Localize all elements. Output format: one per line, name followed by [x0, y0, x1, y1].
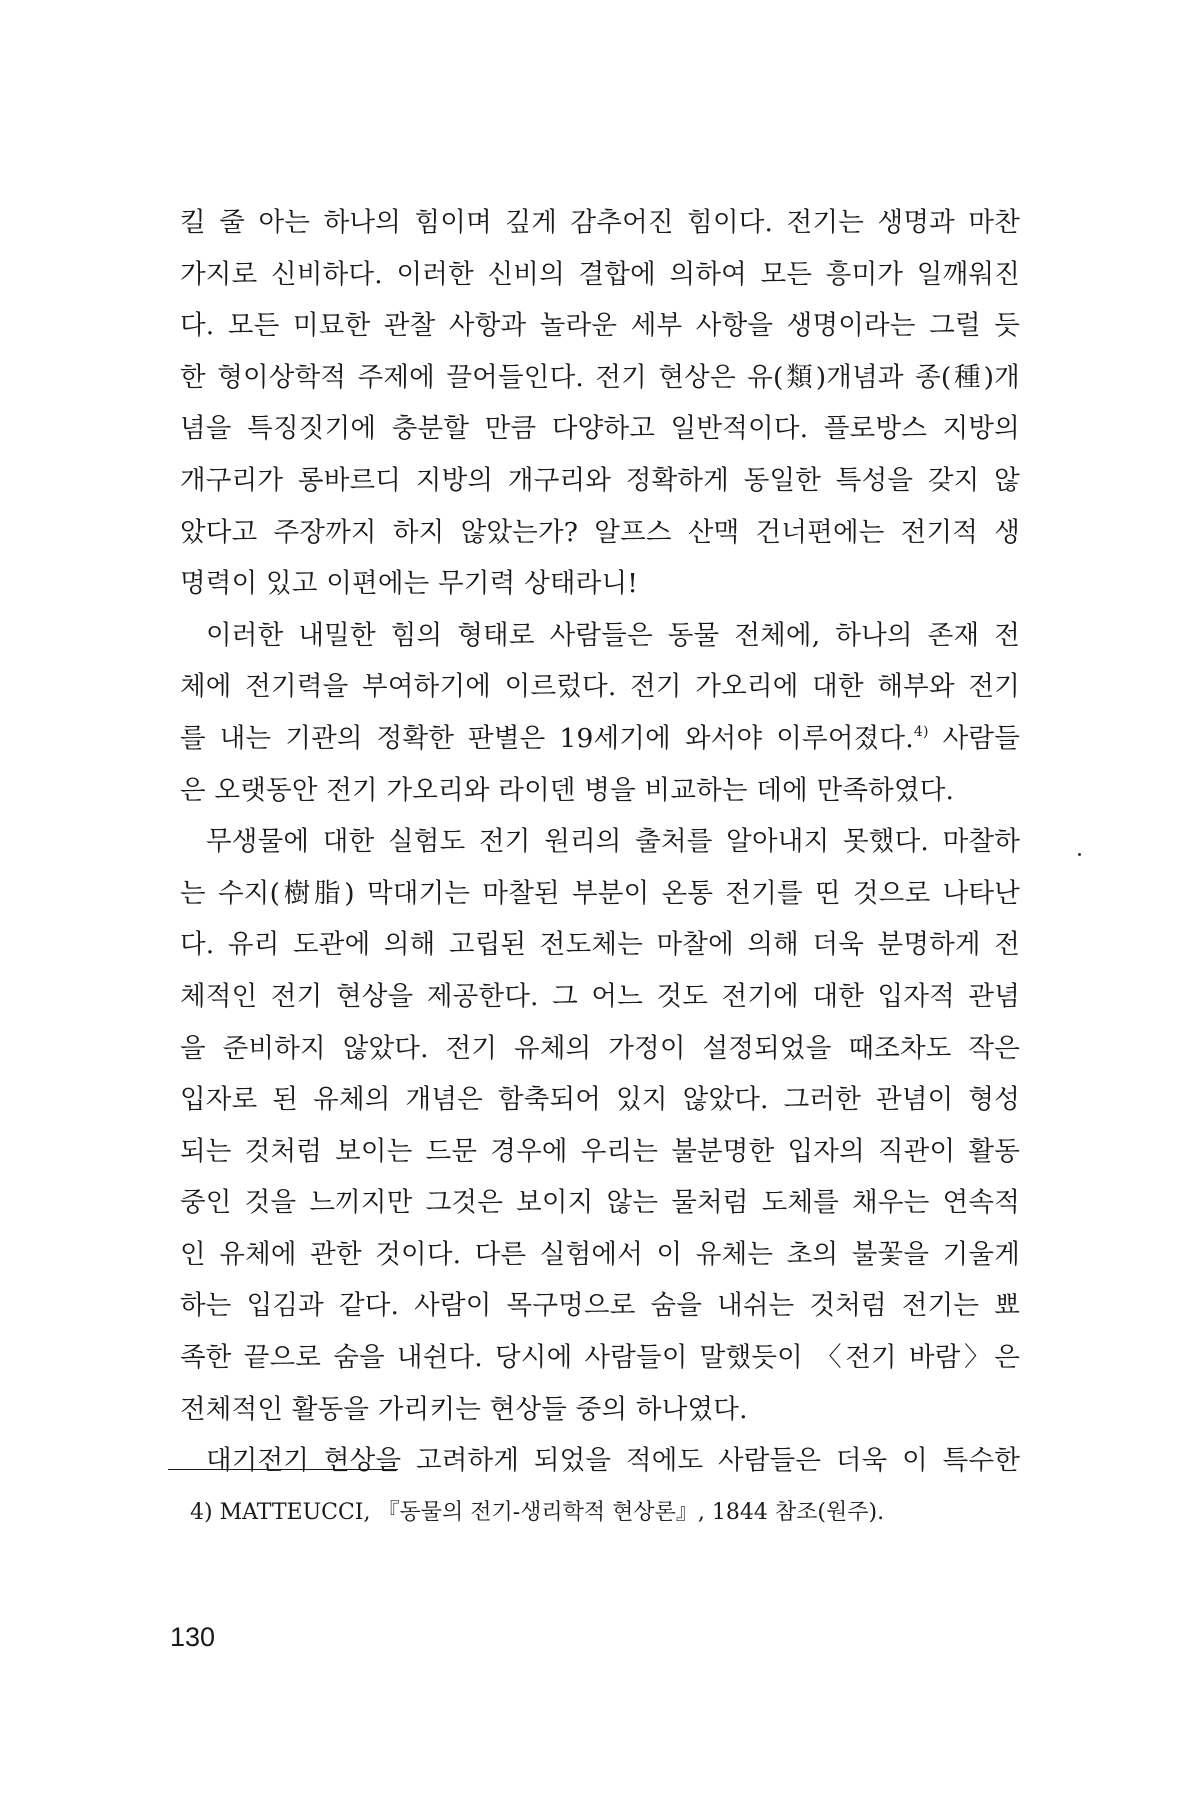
- body-line-11: [180, 713, 1020, 765]
- body-line-7: 았다고 주장까지 하지 않았는가? 알프스 산맥 건너편에는 전기적 생: [180, 516, 1020, 548]
- body-line-6: 개구리가 롱바르디 지방의 개구리와 정확하게 동일한 특성을 갖지 않: [180, 464, 1020, 496]
- body-line-14: 는 수지(樹脂) 막대기는 마찰된 부분이 온통 전기를 띤 것으로 나타난: [180, 877, 1020, 909]
- body-line-12: 은 오랫동안 전기 가오리와 라이덴 병을 비교하는 데에 만족하였다.: [180, 774, 955, 806]
- body-line-20: 중인 것을 느끼지만 그것은 보이지 않는 물처럼 도체를 채우는 연속적: [180, 1187, 1020, 1219]
- footnote-reference: 4): [913, 723, 929, 740]
- body-line-3: 다. 모든 미묘한 관찰 사항과 놀라운 세부 사항을 생명이라는 그럴 듯: [180, 310, 1020, 342]
- body-text: [180, 197, 1020, 1487]
- body-line-16: 체적인 전기 현상을 제공한다. 그 어느 것도 전기에 대한 입자적 관념: [180, 980, 1020, 1012]
- body-line-1: 킬 줄 아는 하나의 힘이며 깊게 감추어진 힘이다. 전기는 생명과 마찬: [180, 207, 1020, 238]
- body-line-18: 입자로 된 유체의 개념은 함축되어 있지 않았다. 그러한 관념이 형성: [180, 1084, 1020, 1116]
- body-line-19: 되는 것처럼 보이는 드문 경우에 우리는 불분명한 입자의 직관이 활동: [180, 1135, 1020, 1167]
- body-line-4: 한 형이상학적 주제에 끌어들인다. 전기 현상은 유(類)개념과 종(種)개: [180, 361, 1020, 393]
- body-line-24: 전체적인 활동을 가리키는 현상들 중의 하나였다.: [180, 1393, 748, 1425]
- body-line-10: 체에 전기력을 부여하기에 이르렀다. 전기 가오리에 대한 해부와 전기: [180, 671, 1020, 703]
- body-line-25: 대기전기 현상을 고려하게 되었을 적에도 사람들은 더욱 이 특수한: [206, 1445, 1020, 1477]
- body-line-15: 다. 유리 도관에 의해 고립된 전도체는 마찰에 의해 더욱 분명하게 전: [180, 929, 1020, 961]
- body-line-13: 무생물에 대한 실험도 전기 원리의 출처를 알아내지 못했다. 마찰하: [206, 826, 1020, 858]
- body-line-23: 족한 끝으로 숨을 내쉰다. 당시에 사람들이 말했듯이 〈전기 바람〉은: [180, 1342, 1020, 1374]
- body-line-5: 념을 특징짓기에 충분할 만큼 다양하고 일반적이다. 플로방스 지방의: [180, 413, 1020, 445]
- footnote-divider: [168, 1469, 398, 1470]
- body-line-8: 명력이 있고 이편에는 무기력 상태라니!: [180, 568, 639, 600]
- footnote: 4) MATTEUCCI, 『동물의 전기-생리학적 현상론』, 1844 참조(원주).: [190, 1500, 885, 1525]
- body-line-2: 가지로 신비하다. 이러한 신비의 결합에 의하여 모든 흥미가 일깨워진: [180, 258, 1020, 290]
- body-line-9: 이러한 내밀한 힘의 형태로 사람들은 동물 전체에, 하나의 존재 전: [206, 619, 1020, 651]
- body-line-11-tail: 사람들: [942, 722, 1020, 754]
- body-line-17: 을 준비하지 않았다. 전기 유체의 가정이 설정되었을 때조차도 작은: [180, 1032, 1020, 1064]
- body-line-22: 하는 입김과 같다. 사람이 목구멍으로 숨을 내쉬는 것처럼 전기는 뾰: [180, 1290, 1020, 1322]
- body-line-11-text: 를 내는 기관의 정확한 판별은 19세기에 와서야 이루어졌다.: [180, 722, 914, 754]
- scan-speck: [1078, 853, 1081, 856]
- body-line-21: 인 유체에 관한 것이다. 다른 실험에서 이 유체는 초의 불꽃을 기울게: [180, 1238, 1020, 1270]
- page-number: 130: [170, 1622, 216, 1652]
